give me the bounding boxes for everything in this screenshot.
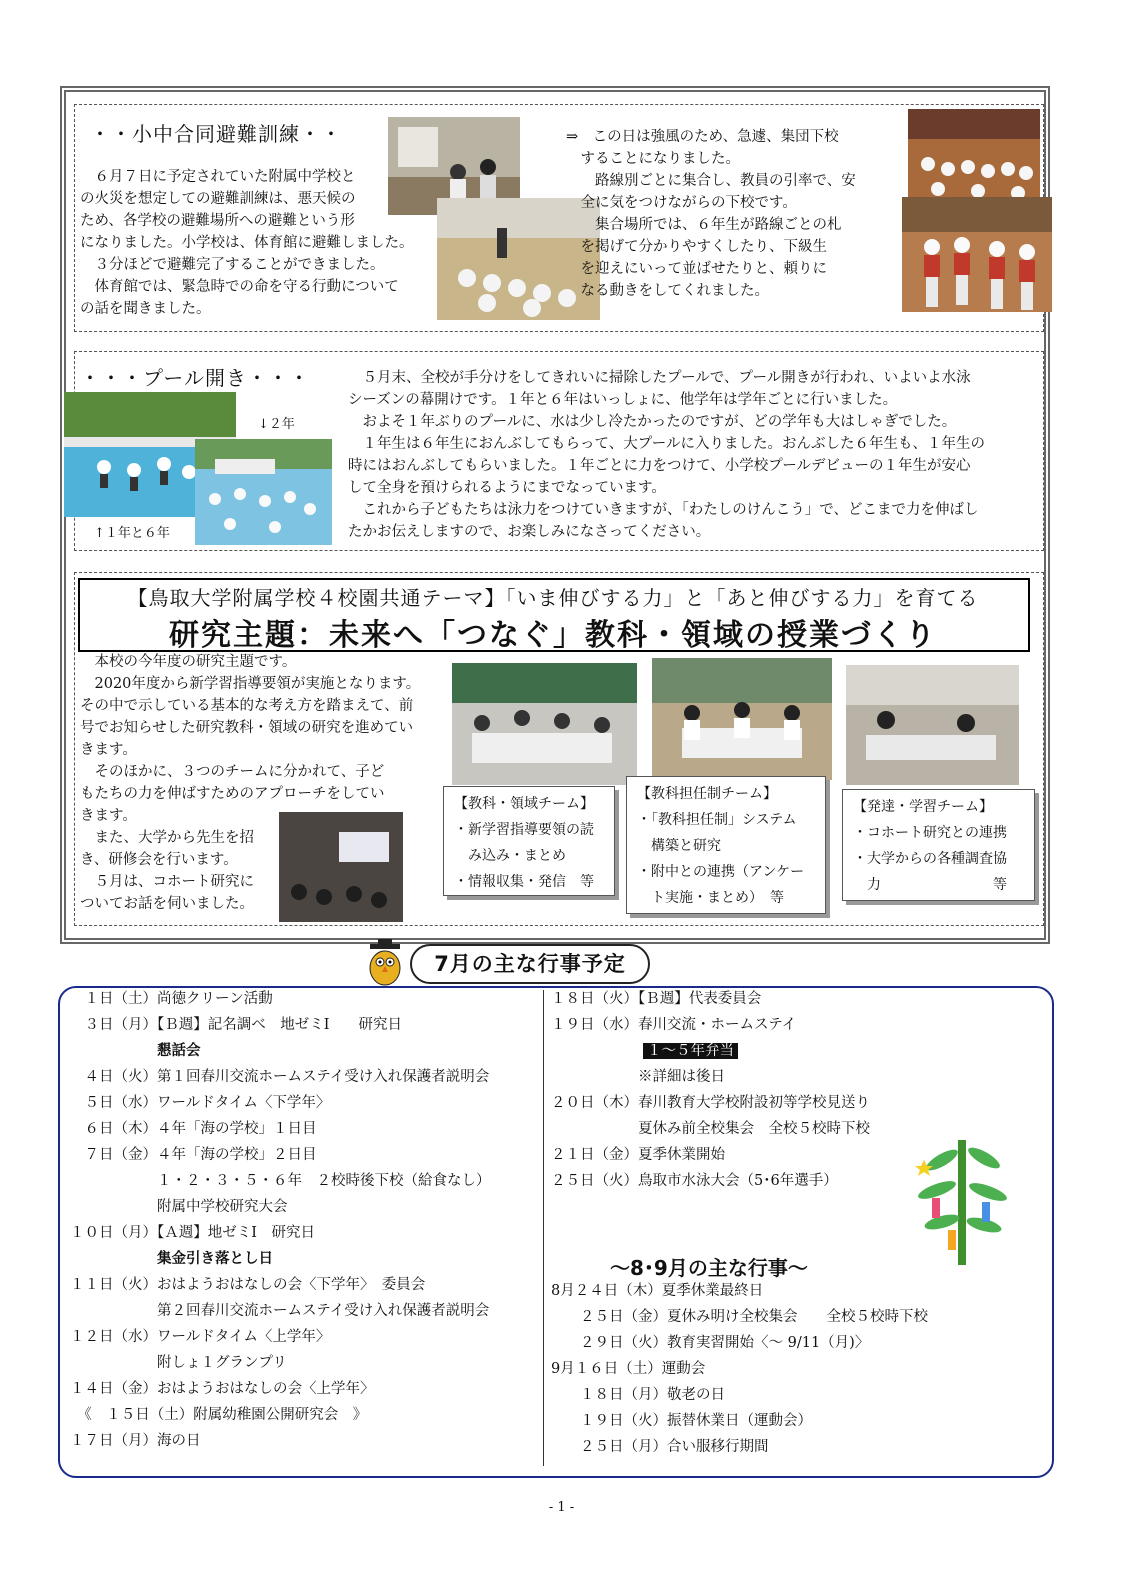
evac-photo-3 [908,109,1040,209]
text-line: その中で示している基本的な考え方を踏まえて、前 [80,698,414,714]
schedule-divider [543,990,544,1466]
text-line: を迎えにいって並ばせたりと、頼りに [566,261,827,277]
text-line: 集合場所では、６年生が路線ごとの札 [566,217,842,233]
schedule-row: ２５日（月）合い服移行期間 [551,1439,769,1455]
research-theme: 【鳥取大学附属学校４校園共通テーマ】「いま伸びする力」と「あと伸びする力」を育てる [127,586,979,610]
schedule-row: 附しょ１グランプリ [70,1355,287,1371]
bento-highlight: １～５年弁当 [643,1043,738,1059]
text-line: の火災を想定しての避難訓練は、悪天候の [80,191,356,207]
schedule-row: 9月１６日（土）運動会 [551,1361,706,1377]
text-line: することになりました。 [566,151,740,167]
schedule-row: ４日（火）第１回春川交流ホームステイ受け入れ保護者説明会 [70,1069,490,1085]
team-line: ト実施・まとめ） 等 [637,890,784,906]
text-line: およそ１年ぶりのプールに、水は少し冷たかったのですが、どの学年も大はしゃぎでした。 [348,414,957,430]
team-title: 【発達・学習チーム】 [853,799,993,815]
research-photo-4 [279,812,403,922]
text-line: 時にはおんぶしてもらいました。１年ごとに力をつけて、小学校プールデビューの１年生が安心 [348,458,971,474]
pool-caption-2nen: ↓２年 [258,417,295,432]
text-line: もたちの力を伸ばすためのアプローチをしてい [80,786,385,802]
schedule-row: １９日（水）春川交流・ホームステイ [551,1017,797,1033]
schedule-row: １０日（月）【Ａ週】地ゼミⅠ 研究日 [70,1225,315,1241]
text-line: きます。 [80,808,137,824]
text-line: そのほかに、３つのチームに分かれて、子ど [80,764,385,780]
text-line: また、大学から先生を招 [80,830,254,846]
schedule-row: ２５日（金）夏休み明け全校集会 全校５校時下校 [551,1309,928,1325]
team-line: ・「教科担任制」システム [637,812,797,828]
team-line: ・大学からの各種調査協 [853,851,1007,867]
text-line: １年生は６年生におんぶしてもらって、大プールに入りました。おんぶした６年生も、１年生の [348,436,985,452]
text-line: なる動きをしてくれました。 [566,283,769,299]
text-line: たかお伝えしますので、お楽しみになさってください。 [348,524,711,540]
schedule-row: ２１日（金）夏季休業開始 [551,1147,725,1163]
schedule-row: 集金引き落とし日 [70,1250,273,1267]
text-line: ため、各学校の避難場所への避難という形 [80,213,355,229]
team-line: ・情報収集・発信 等 [454,874,594,890]
schedule-row: 8月２４日（木）夏季休業最終日 [551,1283,764,1299]
research-photo-3 [846,665,1019,785]
team-line: ・新学習指導要領の読 [454,822,594,838]
text-line: きます。 [80,742,137,758]
schedule-row: 《 １５日（土）附属幼稚園公開研究会 》 [70,1407,368,1423]
schedule-row: 附属中学校研究大会 [70,1199,288,1215]
text-line: して全身を預けられるようにまでなっています。 [348,480,666,496]
pool-body [348,367,1042,543]
schedule-row: ７日（金）４年「海の学校」２日目 [70,1147,317,1163]
schedule-row: 夏休み前全校集会 全校５校時下校 [551,1121,870,1137]
team-box-development [842,789,1035,901]
schedule-left [70,986,540,1454]
team-box-homeroom [626,776,826,914]
schedule-row: １４日（金）おはようおはなしの会〈上学年〉 [70,1381,375,1397]
text-line: ５月末、全校が手分けをしてきれいに掃除したプールで、プール開きが行われ、いよいよ水泳 [348,370,971,386]
evac-body-left [80,166,435,320]
pool-title: ・・・プール開き・・・ [80,366,310,390]
research-main-title: 研究主題：未来へ「つなぐ」教科・領域の授業づくり [169,618,937,653]
text-line: 本校の今年度の研究主題です。 [80,654,297,670]
text-line: 全に気をつけながらの下校です。 [566,195,797,211]
schedule-row: ※詳細は後日 [551,1069,725,1085]
bird-mascot-icon [360,938,410,988]
evac-title: ・・小中合同避難訓練・・ [90,122,342,146]
schedule-row: ５日（水）ワールドタイム〈下学年〉 [70,1095,331,1111]
evac-photo-4 [902,197,1052,312]
team-line: ・コホート研究との連携 [853,825,1007,841]
schedule-row-highlight [551,1038,991,1064]
text-line: の話を聞きました。 [80,301,211,317]
text-line: になりました。小学校は、体育館に避難しました。 [80,235,414,251]
text-line: を掲げて分かりやすくしたり、下級生 [566,239,827,255]
team-title: 【教科・領域チーム】 [454,796,594,812]
team-line: 構築と研究 [637,838,721,854]
pool-photo-2 [195,439,332,545]
aug-sep-list [551,1278,991,1460]
schedule-row: 第２回春川交流ホームステイ受け入れ保護者説明会 [70,1303,490,1319]
team-line: み込み・まとめ [454,848,566,864]
schedule-row: 懇話会 [70,1042,201,1059]
schedule-row: １９日（火）振替休業日（運動会） [551,1413,812,1429]
text-line: ５月は、コホート研究に [80,874,254,890]
text-line: ⇒ この日は強風のため、急遽、集団下校 [566,129,839,145]
schedule-row: １８日（火）【Ｂ週】代表委員会 [551,991,762,1007]
research-photo-2 [652,658,832,780]
text-line: シーズンの幕開けです。１年と６年はいっしょに、他学年は学年ごとに行いました。 [348,392,898,408]
page-number: - 1 - [548,1500,575,1515]
team-line: ・附中との連携（アンケー [637,864,805,880]
schedule-row: １・２・３・５・６年 ２校時後下校（給食なし） [70,1173,491,1189]
schedule-row: １８日（月）敬老の日 [551,1387,725,1403]
schedule-row: １日（土）尚徳クリーン活動 [70,991,273,1007]
schedule-row: ２５日（火）鳥取市水泳大会（5･6年選手） [551,1173,838,1189]
schedule-row: １７日（月）海の日 [70,1433,201,1449]
text-line: 路線別ごとに集合し、教員の引率で、安 [566,173,856,189]
schedule-row: ２０日（木）春川教育大学校附設初等学校見送り [551,1095,870,1111]
text-line: 号でお知らせした研究教科・領域の研究を進めてい [80,720,414,736]
schedule-banner: 7月の主な行事予定 [410,944,650,984]
text-line: ６月７日に予定されていた附属中学校と [80,169,356,185]
research-photo-1 [452,663,637,785]
schedule-row: ３日（月）【Ｂ週】記名調べ 地ゼミⅠ 研究日 [70,1017,402,1033]
evac-body-right [566,126,906,302]
text-line: 体育館では、緊急時での命を守る行動について [80,279,399,295]
schedule-row: １１日（火）おはようおはなしの会〈下学年〉 委員会 [70,1277,426,1293]
aug-sep-title: ～8･9月の主な行事～ [610,1256,808,1280]
pool-caption-1-6: ↑１年と６年 [94,526,170,541]
text-line: これから子どもたちは泳力をつけていきますが、「わたしのけんこう」で、どこまで力を伸ばし [348,502,979,518]
tanabata-bamboo-icon [912,1130,1012,1270]
team-title: 【教科担任制チーム】 [637,786,777,802]
text-line: き、研修会を行います。 [80,852,238,868]
text-line: ついてお話を伺いました。 [80,896,254,912]
schedule-row: １２日（水）ワールドタイム〈上学年〉 [70,1329,331,1345]
schedule-row: ６日（木）４年「海の学校」１日目 [70,1121,317,1137]
text-line: ３分ほどで避難完了することができました。 [80,257,385,273]
schedule-row: ２９日（火）教育実習開始〈～ 9/11（月)〉 [551,1335,870,1351]
text-line: 2020年度から新学習指導要領が実施となります。 [80,676,421,692]
team-box-subject [443,786,615,896]
team-line: 力 等 [853,877,1007,893]
